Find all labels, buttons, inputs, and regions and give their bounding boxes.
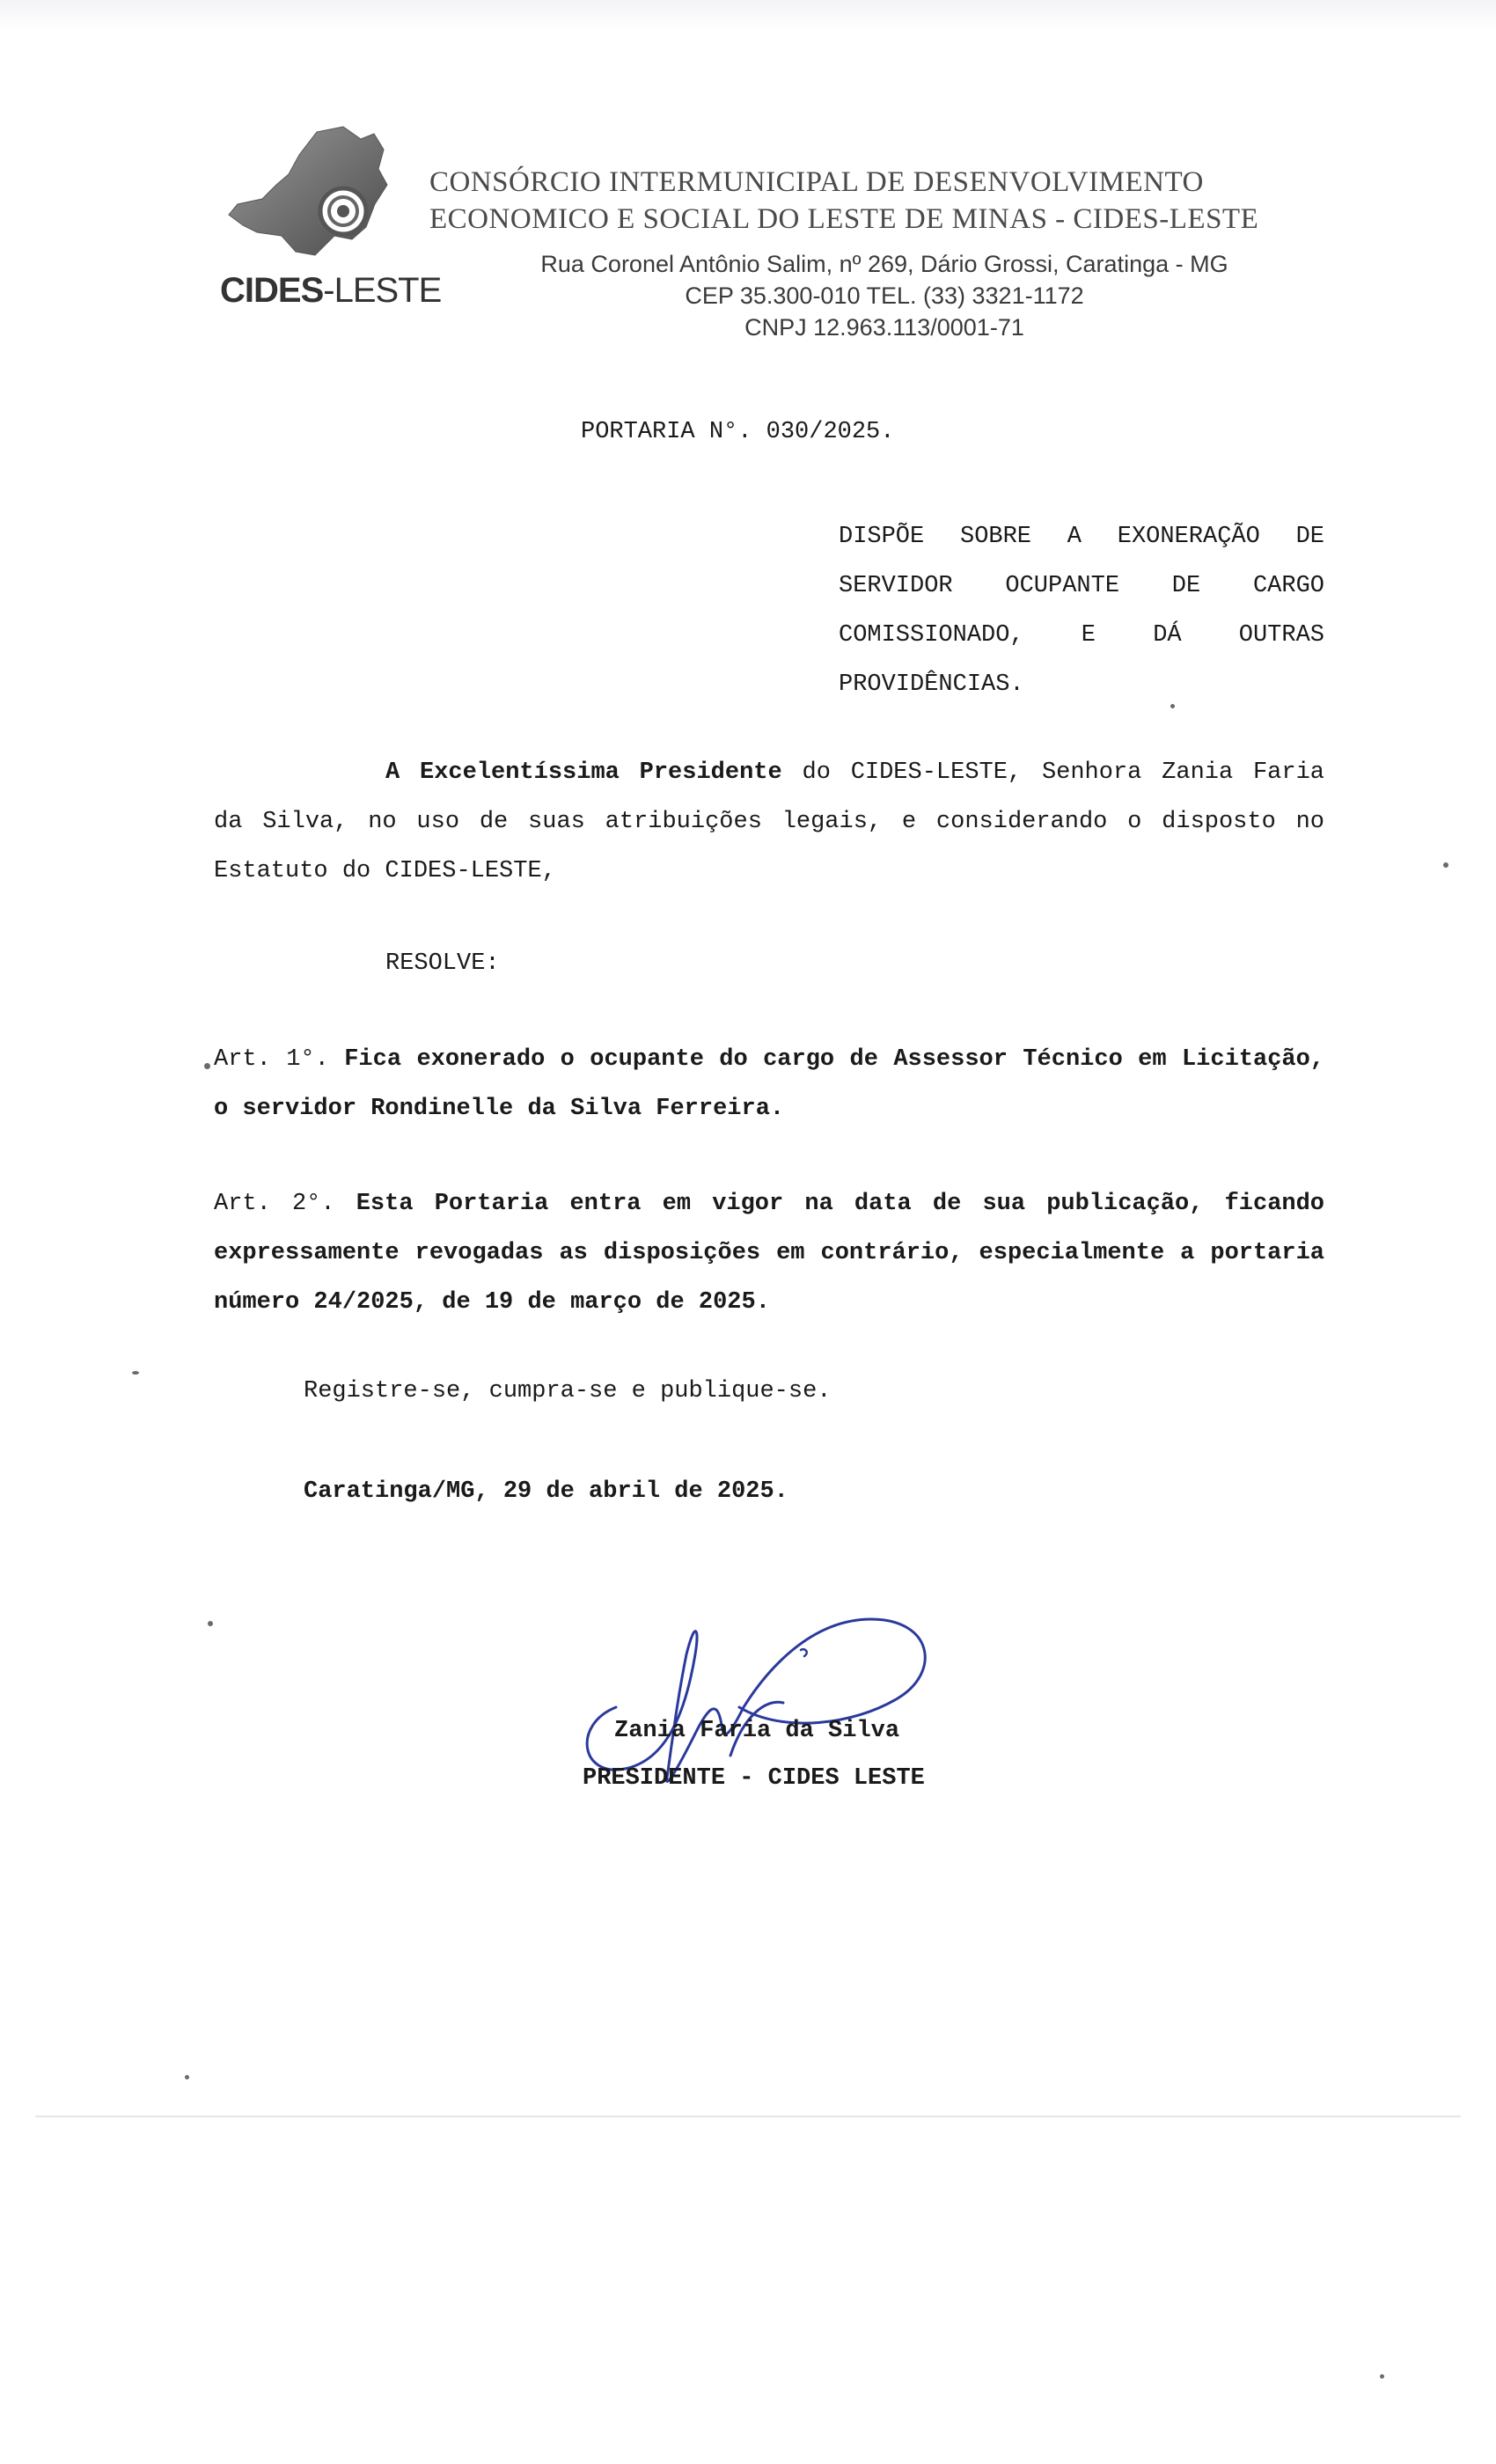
scan-speck [1380,2374,1384,2379]
article-2-text: Esta Portaria entra em vigor na data de sua publicação, ficando expressamente revogadas as disposições em contrário, especialmente a portaria número 24/2025, de 19 de março de 2025. [214,1191,1325,1316]
org-name-line-2: ECONOMICO E SOCIAL DO LESTE DE MINAS - CIDES-LESTE [429,203,1259,235]
intro-paragraph [214,748,1324,896]
article-2 [214,1179,1324,1327]
closing-formula: Registre-se, cumpra-se e publique-se. [304,1378,832,1404]
scan-speck [1443,862,1448,868]
resolve-heading: RESOLVE: [385,950,500,977]
logo-wordmark-bold: CIDES [220,271,324,310]
address-cep-phone: CEP 35.300-010 TEL. (33) 3321-1172 [685,282,1084,309]
article-1 [214,1035,1324,1133]
scan-edge [0,0,1496,32]
org-name-line-1: CONSÓRCIO INTERMUNICIPAL DE DESENVOLVIMENTO [429,166,1204,198]
organization-address [466,248,1302,343]
scan-speck [1170,704,1175,708]
intro-bold-text: A Excelentíssima Presidente [385,759,782,786]
scan-speck [204,1063,210,1069]
intro-text: do CIDES-LESTE, Senhora Zania Faria da Silva, no uso de suas atribuições legais, e considerando o disposto no Estatuto do CIDES-LESTE, [214,759,1324,884]
document-ementa: DISPÕE SOBRE A EXONERAÇÃO DE SERVIDOR OCUPANTE DE CARGO COMISSIONADO, E DÁ OUTRAS PROVIDÊNCIAS. [839,524,1324,698]
document-title: PORTARIA N°. 030/2025. [581,419,895,445]
scan-speck [208,1621,213,1626]
address-cnpj: CNPJ 12.963.113/0001-71 [744,314,1024,341]
article-1-label: Art. 1°. [214,1046,329,1073]
signer-role: PRESIDENTE - CIDES LESTE [583,1765,925,1792]
scan-speck [132,1371,139,1375]
signer-name: Zania Faria da Silva [614,1718,900,1744]
logo-wordmark-rest: -LESTE [323,271,442,310]
scan-speck [185,2075,189,2079]
scan-fold-line [35,2116,1461,2117]
cides-leste-logo [211,123,442,326]
organization-name [429,164,1258,238]
article-1-text: Fica exonerado o ocupante do cargo de Assessor Técnico em Licitação, o servidor Rondinelle da Silva Ferreira. [214,1046,1325,1122]
article-2-label: Art. 2°. [214,1191,335,1217]
map-logo-icon [211,123,405,273]
address-street: Rua Coronel Antônio Salim, nº 269, Dário Grossi, Caratinga - MG [540,251,1228,277]
logo-wordmark [220,271,441,311]
place-and-date: Caratinga/MG, 29 de abril de 2025. [304,1478,788,1505]
